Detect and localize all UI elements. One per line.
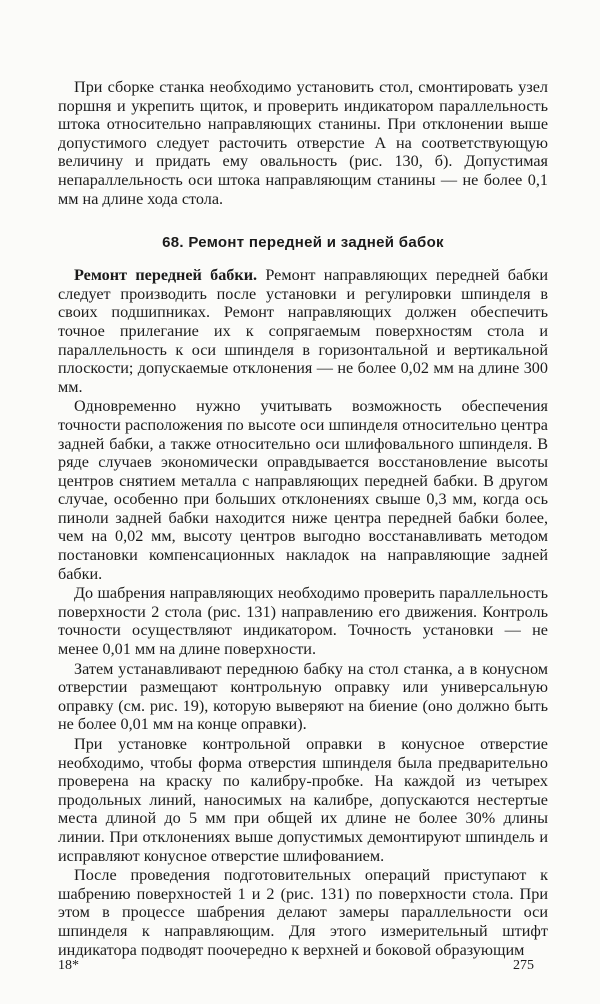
paragraph-centers-height: Одновременно нужно учитывать возможность обеспечения точности расположения по высоте оси шпинделя относительно центра задней бабки, а также относительно оси шлифовального шпинделя. В ряде случаев экономически оправдывается восстановление высоты центров снятием металла с направляющих передней бабки. В другом случае, особенно при больших отклонениях свыше 0,3 мм, когда ось пиноли задней бабки находится ниже центра передней бабки более, чем на 0,02 мм, высоту центров выгодно восстанавливать методом постановки компенсационных накладок на направляющие задней бабки. [58,397,548,583]
paragraph-scraping-check: До шабрения направляющих необходимо проверить параллельность поверхности 2 стола (рис. 131) направлению его движения. Контроль точности осуществляют индикатором. Точность установки — не менее 0,01 мм на длине поверхности. [58,584,548,659]
paragraph-scraping-surfaces: После проведения подготовительных операций приступают к шабрению поверхностей 1 и 2 (рис. 131) по поверхности стола. При этом в процессе шабрения делают замеры параллельности оси шпинделя к направляющим. Для этого измерительный штифт индикатора подводят поочередно к верхней и боковой образующим [58,866,548,959]
text-column [58,78,548,959]
paragraph-front-headstock [58,266,548,396]
paragraph-front-headstock-text: Ремонт направляющих передней бабки следует производить после установки и регулировки шпинделя в своих подшипниках. Ремонт направляющих должен обеспечить точное прилегание их к сопрягаемым поверхностям стола и параллельность к оси шпинделя в горизонтальной и вертикальной плоскости; допускаемые отклонения — не более 0,02 мм на длине 300 мм. [58,266,548,396]
paragraph-mandrel-setup: Затем устанавливают переднюю бабку на стол станка, а в конусном отверстии размещают контрольную оправку или универсальную оправку (см. рис. 19), которую выверяют на биение (оно должно быть не более 0,01 мм на конце оправки). [58,659,548,734]
paragraph-intro: При сборке станка необходимо установить стол, смонтировать узел поршня и укрепить щиток, и проверить индикатором параллельность штока относительно направляющих станины. При отклонении выше допустимого следует расточить отверстие А на соответствующую величину и придать ему овальность (рис. 130, б). Допустимая непараллельность оси штока направляющим станины — не более 0,1 мм на длине хода стола. [58,78,548,208]
section-title: 68. Ремонт передней и задней бабок [162,234,444,252]
page-number: 275 [513,958,534,973]
runin-heading: Ремонт передней бабки. [74,266,258,285]
paragraph-taper-check: При установке контрольной оправки в конусное отверстие необходимо, чтобы форма отверстия шпинделя была предварительно проверена на краску по калибру-пробке. На каждой из четырех продольных линий, наносимых на калибре, допускаются нестертые места длиной до 5 мм при общей их длине не более 30% длины линии. При отклонениях выше допустимых демонтируют шпиндель и исправляют конусное отверстие шлифованием. [58,735,548,865]
printer-signature: 18* [58,958,79,973]
